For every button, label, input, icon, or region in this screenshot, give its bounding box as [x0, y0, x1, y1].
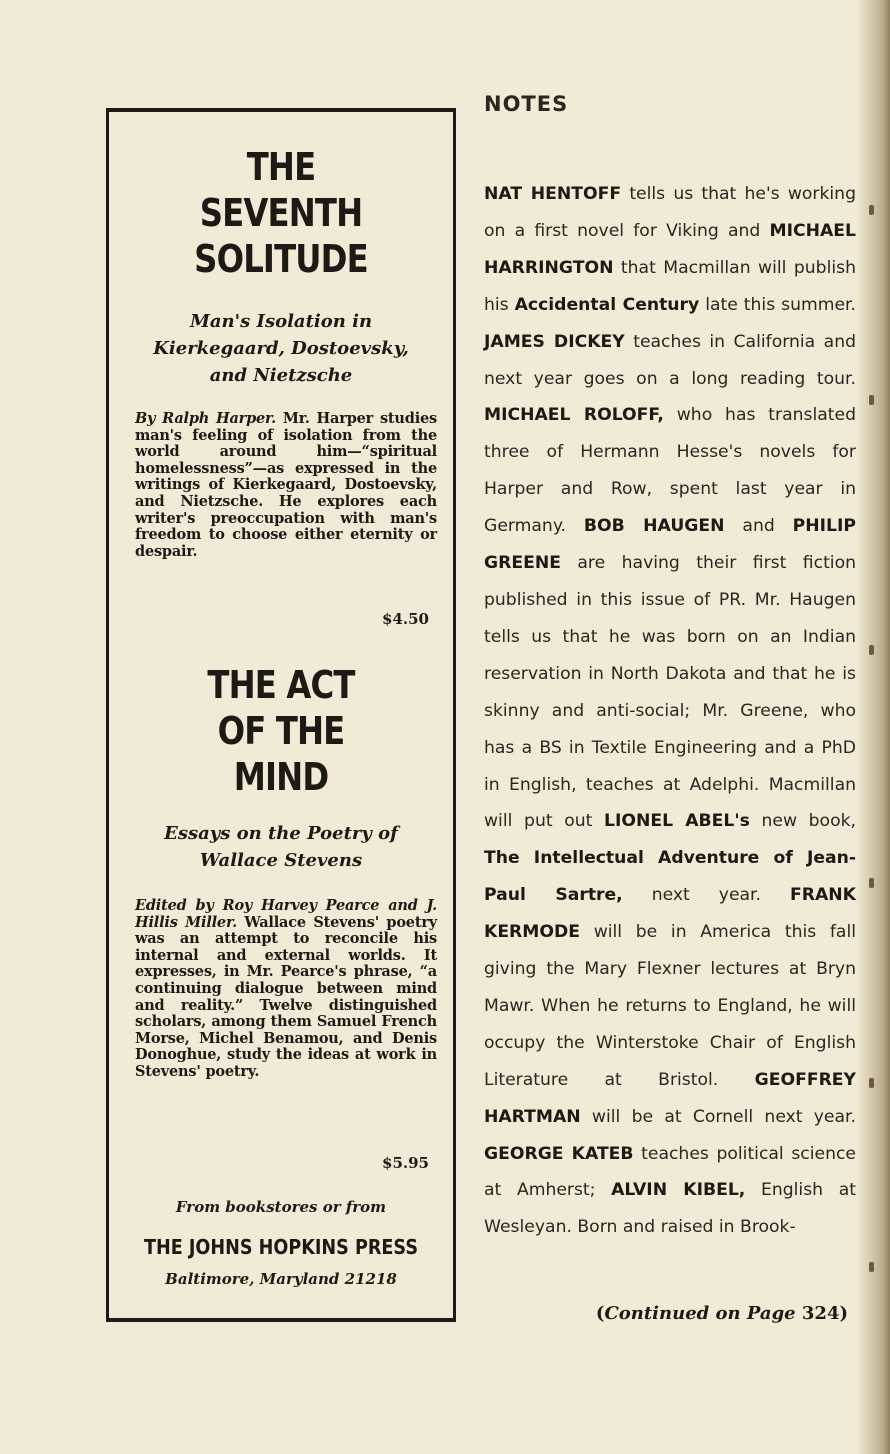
notes-bold-name: BOB HAUGEN [583, 516, 725, 537]
title-line: SEVENTH [199, 191, 363, 235]
subtitle-line: Kierkegaard, Dostoevsky, [153, 338, 409, 359]
notes-text-run: late this summer. [699, 294, 856, 315]
notes-text-run: will be at Cornell next year. [580, 1106, 856, 1127]
book-price: $5.95 [382, 1154, 429, 1172]
notes-text-run: are having their first fiction published in this issue of PR. Mr. Haugen tells us that he was born on an Indian reservation in North Dakota and that he is skinny and anti-social; Mr. Greene, who has a BS in Textile Engineering and a PhD in English, teaches at Adelphi. Macmillan will put out [484, 553, 856, 832]
page-edge-mark [869, 1078, 874, 1088]
title-line: THE [246, 145, 316, 189]
page-edge-shadow [856, 0, 890, 1454]
subtitle-line: and Nietzsche [209, 365, 353, 386]
notes-bold-name: MICHAEL HARRINGTON [484, 220, 856, 278]
notes-text-run: and [724, 516, 793, 537]
continued-on-page [596, 1303, 848, 1324]
book-title-act-of-the-mind [135, 662, 427, 800]
notes-text-run: who has translated three of Hermann Hesse's novels for Harper and Row, spent last year in Germany. [484, 405, 856, 537]
publisher-address: Baltimore, Maryland 21218 [165, 1270, 397, 1288]
notes-bold-name: MICHAEL ROLOFF, [484, 405, 664, 426]
notes-text-run: teaches in California and next year goes on a long reading tour. [484, 331, 856, 389]
notes-text-run: English at Wesleyan. Born and raised in Brook- [484, 1180, 856, 1238]
notes-text [484, 176, 856, 1246]
book-blurb: Wallace Stevens' poetry was an attempt to reconcile his internal and external worlds. It expresses, in Mr. Pearce's phrase, “a continuing dialogue between mind and reality.” Twelve distinguished scholars, among them Samuel French Morse, Michel Benamou, and Denis Donoghue, study the ideas at work in Stevens' poetry. [135, 913, 437, 1080]
notes-text-run: will be in America this fall giving the Mary Flexner lectures at Bryn Mawr. When he returns to England, he will occupy the Winterstoke Chair of English Literature at Bristol. [484, 922, 856, 1090]
notes-bold-name: NAT HENTOFF [484, 184, 622, 204]
book-description-act-of-the-mind [135, 898, 437, 1081]
notes-heading: NOTES [484, 92, 569, 116]
publisher-advertisement [106, 108, 456, 1322]
book-blurb: Mr. Harper studies man's feeling of isolation from the world around him—“spiritual homelessness”—as expressed in the writings of Kierkegaard, Dostoevsky, and Nietzsche. He explores each writer's preoccupation with man's freedom to choose either eternity or despair. [135, 410, 437, 560]
book-description-seventh-solitude [135, 411, 437, 560]
notes-bold-name: Accidental Century [514, 294, 700, 315]
subtitle-line: Wallace Stevens [199, 850, 363, 871]
subtitle-line: Man's Isolation in [189, 311, 373, 332]
continued-label: Continued on Page [604, 1303, 796, 1324]
subtitle-line: Essays on the Poetry of [164, 823, 398, 844]
notes-bold-name: The Intellectual Adventure of Jean-Paul Sartre, [484, 848, 856, 906]
continued-prefix: ( [595, 1303, 605, 1324]
book-editors: Edited by Roy Harvey Pearce and J. Hillis Miller. [135, 897, 437, 931]
page-edge-mark [869, 205, 874, 215]
book-subtitle-seventh-solitude [109, 308, 453, 389]
title-line: THE ACT [207, 663, 355, 707]
notes-text-run: teaches political science at Amherst; [484, 1143, 856, 1201]
page-edge-mark [869, 878, 874, 888]
notes-text-run: new book, [749, 811, 857, 832]
page-edge-mark [869, 1262, 874, 1272]
notes-text-run: that Macmillan will publish his [484, 257, 856, 315]
book-title-seventh-solitude [135, 144, 427, 282]
notes-bold-name: PHILIP GREENE [484, 516, 856, 574]
continued-page-number: 324) [801, 1303, 848, 1324]
notes-text-run: tells us that he's working on a first novel for Viking and [484, 184, 856, 241]
notes-bold-name: JAMES DICKEY [484, 331, 625, 352]
book-author: By Ralph Harper. [135, 410, 277, 427]
notes-bold-name: GEORGE KATEB [484, 1143, 634, 1164]
title-line: OF THE [217, 709, 345, 753]
book-subtitle-act-of-the-mind [109, 820, 453, 874]
title-line: SOLITUDE [194, 237, 368, 281]
notes-bold-name: FRANK KERMODE [484, 885, 856, 943]
book-price: $4.50 [382, 610, 429, 628]
from-bookstores-line: From bookstores or from [175, 1198, 387, 1216]
notes-bold-name: ALVIN KIBEL, [611, 1180, 746, 1201]
page-edge-mark [869, 645, 874, 655]
publisher-name: THE JOHNS HOPKINS PRESS [143, 1235, 419, 1259]
notes-bold-name: GEOFFREY HARTMAN [484, 1069, 856, 1127]
notes-text-run: next year. [622, 885, 791, 906]
page-edge-mark [869, 395, 874, 405]
notes-bold-name: LIONEL ABEL's [604, 811, 750, 832]
title-line: MIND [233, 755, 329, 799]
